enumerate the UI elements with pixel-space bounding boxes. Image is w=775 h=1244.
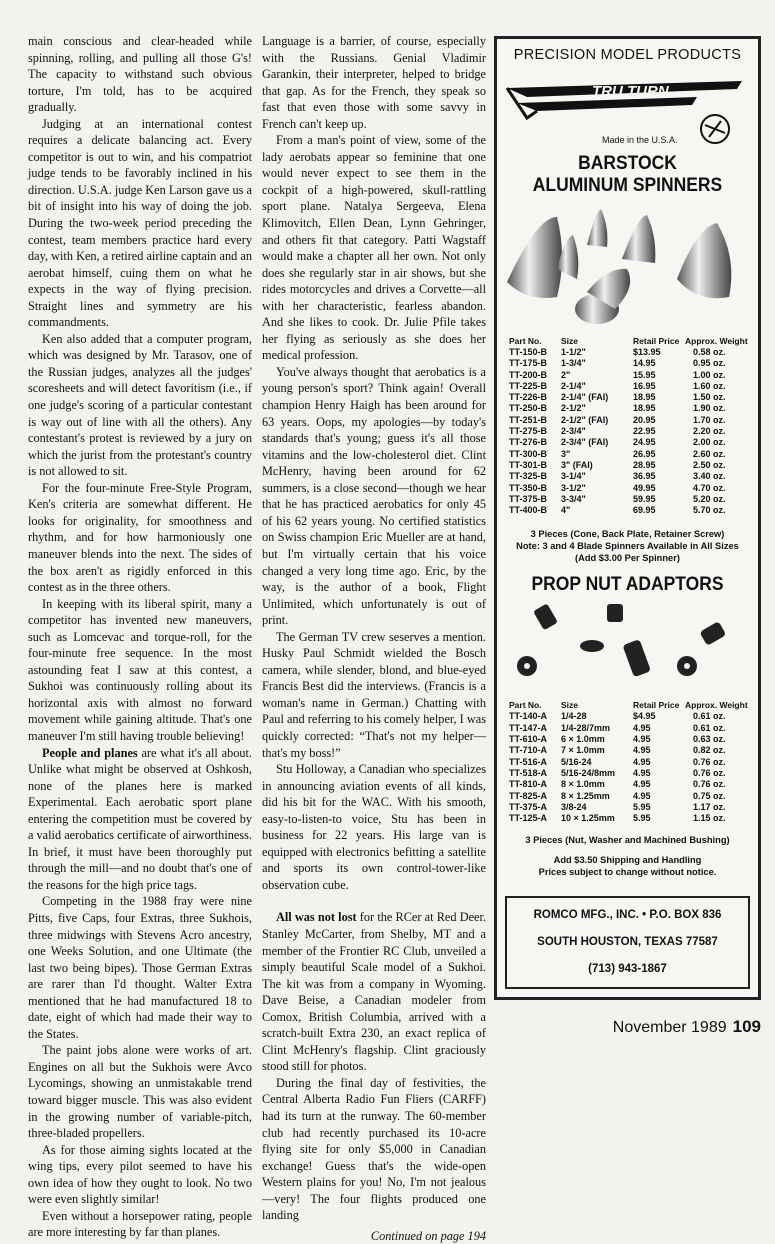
table-cell: TT-610-A [509, 734, 548, 745]
table-row [509, 791, 748, 802]
table-cell: 26.95 [633, 448, 656, 459]
table-cell: TT-300-B [509, 448, 548, 459]
table-cell: 1.90 oz. [693, 403, 726, 414]
table-cell: 1.70 oz. [693, 414, 726, 425]
table-cell: 2-1/4" (FAI) [561, 392, 609, 403]
table-row [509, 415, 748, 426]
paragraph: The German TV crew seserves a mention. Husky Paul Schmidt wielded the Bosch camera, while slender, blond, and blue-eyed Francis Best did the interviews. (Francis is a woman's name in German.) Chatting with Paul and referring to his comely helper, I was quickly corrected: “That's not my helper—that's my boss!” [262, 629, 486, 760]
table-cell: 3" [561, 448, 571, 459]
table-cell: 20.95 [633, 414, 656, 425]
table-cell: 16.95 [633, 380, 656, 391]
table-cell: 5/16-24/8mm [561, 767, 616, 778]
table-cell: 24.95 [633, 437, 656, 448]
table-cell: TT-200-B [509, 369, 548, 380]
prop-nut-title: PROP NUT ADAPTORS [531, 574, 724, 596]
table-cell: 3-3/4" [561, 493, 586, 504]
spinners-table: Part No. Size Retail Price Approx. Weight TT-150-B 1-1/2" $13.95 0.58 oz. TT-175-B 1-3/4" 14.95 0.95 oz. TT-200-B 2" 15.95 1.00 oz. TT-225-B 2-1/4" 16.95 1.60 oz. TT-226-B 2-1/4" (FAI) 18.95 1.50 oz. TT-250-B 2-1/2" 18.95 1.90 oz. TT-251-B 2-1/2" (FAI) 20.95 1.70 oz. TT-275-B 2-3/4" 22.95 2.20 oz. TT-276-B 2-3/4" (FAI) 24.95 2.00 oz. TT-300-B 3" 26.95 2.60 oz. TT-301-B 3" (FAI) 28.95 2.50 oz. TT-325-B 3-1/4" 36.95 3.40 oz. TT-350-B 3-1/2" 49.95 4.70 oz. TT-375-B 3-3/4" 59.95 5.20 oz. TT-400-B 4" 69.95 5.70 oz. [509, 336, 748, 516]
table-cell: 14.95 [633, 358, 656, 369]
paragraph: Judging at an international contest requires a delicate balancing act. Every competitor is out to win, and his compatriot judge tends to be favorably inclined in his direction. U.S.A. judge Ken Larson gave us a bit of insight into his way of doing the job. During the two-week period preceding the contest, team members practice hard every day, with Ken, a retired airline captain and an aerobat himself, cuing them on what he expects in the way of flying precision. Straight lines and symmetry are his commandments. [28, 116, 252, 330]
table-cell: TT-226-B [509, 392, 548, 403]
table-cell: TT-275-B [509, 426, 548, 437]
table-row [509, 483, 748, 494]
table-cell: 1.60 oz. [693, 380, 726, 391]
issue-date: November 1989 [612, 1019, 727, 1036]
table-cell: TT-375-B [509, 493, 548, 504]
table-cell: 2-1/2" [561, 403, 586, 414]
table-cell: 5.20 oz. [693, 493, 726, 504]
table-cell: 18.95 [633, 392, 656, 403]
table-cell: TT-301-B [509, 459, 548, 470]
svg-text:Made in the U.S.A.: Made in the U.S.A. [602, 135, 678, 145]
table-cell: 1-3/4" [561, 358, 586, 369]
paragraph-lead: People and planes [42, 745, 138, 760]
table-cell: 2-1/2" (FAI) [561, 414, 609, 425]
table-cell: 3-1/2" [561, 482, 586, 493]
page-number: 109 [732, 1017, 761, 1036]
table-cell: TT-516-A [509, 756, 548, 767]
table-cell: 2" [561, 369, 571, 380]
continued-note: Continued on page 194 [370, 1228, 486, 1243]
table-cell: 4.95 [633, 734, 651, 745]
table-cell: 8 × 1.0mm [561, 779, 605, 790]
table-cell: 1.17 oz. [693, 801, 726, 812]
article-column-2 [262, 33, 486, 1244]
paragraph: Ken also added that a computer program, which was designed by Mr. Tarasov, one of the Russian judges, analyzes all the judges' scoresheets and will detect favoritism (i.e., if one judge's scoring of a particular contestant is way out of line with all the others). Any contestant's protest is reviewed by a jury on which the jurist from the protestant's country is not allowed to sit. [28, 331, 252, 479]
advertisement-tru-turn: PRECISION MODEL PRODUCTS TRU TURN Made in the U.S.A. BARSTOCK ALUMINUM SPINNERS Part No. Size Retail Price Approx. Weight TT-150-B 1-1/2" $13.95 0.58 oz. TT-175-B 1-3/4" 14.95 0.95 oz. TT-200-B 2" 15.95 1.00 oz. TT-225-B 2-1/4" 16.95 1.60 oz. TT-226-B 2-1/4" (FAI) 18.95 1.50 oz. TT-250-B 2-1/2" 18.95 1.90 oz. TT-251-B 2-1/2" (FAI) 20.95 1.70 oz. TT-275-B 2-3/4" 22.95 2.20 oz. TT-276-B 2-3/4" (FAI) 24.95 2.00 oz. TT-300-B 3" 26.95 2.60 oz. TT-301-B 3" (FAI) 28.95 2.50 oz. TT-325-B 3-1/4" 36.95 3.40 oz. TT-350-B 3-1/2" 49.95 4.70 oz. TT-375-B 3-3/4" 59.95 5.20 oz. TT-400-B 4" 69.95 5.70 oz. 3 Pieces (Cone, Back Plate, Retainer Screw) Note: 3 and 4 Blade Spinners Available in All Sizes (Add $3.00 Per Spinner) PROP NUT ADAPTORS Part No. Size Retail Price Approx. Weight TT-140-A 1/4-28 $4.95 0.61 oz. TT-147-A 1/4-28/7mm 4.95 0.61 oz. TT-610-A 6 × 1.0mm 4.95 0.63 oz. TT-710-A 7 × 1.0mm 4.95 0.82 oz. TT-516-A 5/16-24 4.95 0.76 oz. TT-518-A 5/16-24/8mm 4.95 0.76 oz. TT-810-A 8 × 1.0mm 4.95 0.76 oz. TT-825-A 8 × 1.25mm 4.95 0.75 oz. TT-375-A 3/8-24 5.95 1.17 oz. TT-125-A 10 × 1.25mm 5.95 1.15 oz. 3 Pieces (Nut, Washer and Machined Bushing) Add $3.50 Shipping and Handling Prices subject to change without notice. ROMCO MFG., INC. • P.O. BOX 836 SOUTH HOUSTON, TEXAS 77587 (713) 943-1867 [494, 36, 761, 1000]
table-cell: TT-150-B [509, 347, 548, 357]
table-row [509, 723, 748, 734]
table-cell: 4" [561, 505, 571, 516]
spinners-title: BARSTOCK ALUMINUM SPINNERS [532, 153, 723, 196]
table-cell: 1/4-28/7mm [561, 722, 611, 733]
table-cell: 4.95 [633, 790, 651, 801]
table-cell: TT-225-B [509, 380, 548, 391]
table-cell: 5.70 oz. [693, 505, 726, 516]
table-row [509, 460, 748, 471]
table-cell: 0.76 oz. [693, 779, 726, 790]
paragraph: In keeping with its liberal spirit, many a competitor has invented new maneuvers, such as Lomcevac and torque-roll, for the four-minute free sequence. In the most astounding feat I saw at this contest, a Sukhoi was continuously rolling about its horizontal axis with almost no forward movement while gaining altitude. That's one maneuver I'm still having trouble believing! [28, 596, 252, 743]
logo-graphic [497, 63, 757, 153]
table-cell: 4.95 [633, 745, 651, 756]
table-cell: 8 × 1.25mm [561, 790, 610, 801]
paragraph-lead: All was not lost [276, 910, 357, 925]
paragraph: Even without a horsepower rating, people are more interesting by far than planes. [28, 1208, 252, 1240]
table-row [509, 471, 748, 482]
paragraph: As for those aiming sights located at the wing tips, every pilot seemed to have his own idea of how they ought to look. No two were even slightly similar! [28, 1142, 252, 1207]
table-cell: 4.95 [633, 722, 651, 733]
table-cell: 0.61 oz. [693, 711, 726, 722]
table-cell: 4.70 oz. [693, 482, 726, 493]
paragraph: All was not lost for the RCer at Red Deer. Stanley McCarter, from Shelby, MT and a member of the Frontier RC Club, unveiled a simply beautiful Scale model of a Sukhoi. The kit was from a company in Wyoming. Dave Beise, a Canadian modeler from Comox, British Columbia, arrived with a scratch-built Extra 230, an exact replica of Clint McHenry's flagship. Clint graciously stood still for photos. [262, 910, 486, 1074]
table-row [509, 779, 748, 790]
table-cell: 2-1/4" [561, 380, 586, 391]
article-column-1 [28, 33, 252, 1241]
table-cell: 28.95 [633, 459, 656, 470]
table-row [509, 437, 748, 448]
paragraph: Stu Holloway, a Canadian who specializes in announcing aviation events of all kinds, did his bit for the WAC. With his smooth, easy-to-listen-to voice, Stu has been in business for 22 years. His large van is equipped with electronics befitting a satellite and sports its own control-tower-like observation cube. [262, 762, 486, 892]
table-cell: 4.95 [633, 779, 651, 790]
table-cell: 5.95 [633, 801, 651, 812]
table-cell: TT-825-A [509, 790, 548, 801]
paragraph: main conscious and clear-headed while spinning, rolling, and pulling all those G's! The capacity to withstand such obvious torture, I'm told, has to be acquired gradually. [28, 34, 252, 115]
table-cell: 5/16-24 [561, 756, 592, 767]
table-cell: 1.50 oz. [693, 392, 726, 403]
paragraph: During the final day of festivities, the Central Alberta Radio Fun Fliers (CARFF) had its turn at the runway. The 60-member club had recently purchased its 10-acre flying site for only $5,000 in Canadian exchange! Guess that's the wide-open Western plains for you! No, I'm not jealous—very! The four flights produced one landing [262, 1075, 486, 1223]
table-row [509, 392, 748, 403]
table-cell: TT-325-B [509, 471, 548, 482]
table-row [509, 813, 748, 824]
table-cell: TT-400-B [509, 505, 548, 516]
table-cell: 59.95 [633, 493, 656, 504]
table-cell: 69.95 [633, 505, 656, 516]
table-cell: 0.61 oz. [693, 722, 726, 733]
table-cell: TT-350-B [509, 482, 548, 493]
table-cell: 2.20 oz. [693, 426, 726, 437]
table-cell: 1/4-28 [561, 711, 587, 722]
table-row [509, 768, 748, 779]
table-row [509, 370, 748, 381]
prop-nuts-photo [497, 596, 757, 696]
table-cell: 3" (FAI) [561, 459, 593, 470]
paragraph: Competing in the 1988 fray were nine Pitts, five Caps, four Extras, three Sukhois, three midwings with Stevens Acro ancestry, one Weeks Solution, and one Ultimate (the last two being bipes). Those German Extras are rarer than I'd thought. Walter Extra mentioned that he had manufactured 18 to date, eight of which had made their way to the States. [28, 894, 252, 1041]
table-row [509, 358, 748, 369]
table-cell: TT-518-A [509, 767, 548, 778]
logo-text: TRU TURN [592, 83, 669, 100]
table-cell: 3-1/4" [561, 471, 586, 482]
table-cell: $13.95 [633, 347, 661, 357]
table-cell: 1.00 oz. [693, 369, 726, 380]
table-cell: 10 × 1.25mm [561, 813, 615, 824]
spinners-photo [497, 197, 757, 332]
table-cell: 0.75 oz. [693, 790, 726, 801]
table-cell: 0.95 oz. [693, 358, 726, 369]
table-cell: 0.76 oz. [693, 756, 726, 767]
table-cell: TT-710-A [509, 745, 548, 756]
table-cell: 0.63 oz. [693, 734, 726, 745]
table-cell: TT-375-A [509, 801, 548, 812]
table-cell: 36.95 [633, 471, 656, 482]
table-row [509, 426, 748, 437]
table-row [509, 757, 748, 768]
table-cell: 15.95 [633, 369, 656, 380]
table-cell: 7 × 1.0mm [561, 745, 605, 756]
table-cell: TT-251-B [509, 414, 548, 425]
table-row [509, 734, 748, 745]
table-row [509, 403, 748, 414]
table-cell: 3/8-24 [561, 801, 587, 812]
table-cell: 1-1/2" [561, 347, 586, 357]
table-cell: TT-175-B [509, 358, 548, 369]
paragraph: Language is a barrier, of course, especially with the Russians. Genial Vladimir Garankin, their interpreter, helped to bridge that gap. As for the French, they speak so fast that even those with some savvy in French can't keep up. [262, 34, 486, 131]
table-cell: 22.95 [633, 426, 656, 437]
table-cell: $4.95 [633, 711, 656, 722]
paragraph: People and planes are what it's all about. Unlike what might be observed at Oshkosh, none of the planes here is marked Experimental. Each aerobatic sport plane entering the competition must be covered by a valid aerobatics certificate of airworthiness. In brief, it must have been thoroughly put through the mill—and no doubt that's one of the reasons for the high price tags. [28, 745, 253, 892]
table-row [509, 505, 748, 516]
table-cell: 3.40 oz. [693, 471, 726, 482]
table-cell: 49.95 [633, 482, 656, 493]
company-address: ROMCO MFG., INC. • P.O. BOX 836 SOUTH HOUSTON, TEXAS 77587 (713) 943-1867 [505, 896, 750, 989]
table-cell: TT-147-A [509, 722, 548, 733]
table-cell: 4.95 [633, 767, 651, 778]
table-cell: 6 × 1.0mm [561, 734, 605, 745]
table-row [509, 711, 748, 722]
prop-nuts-table: Part No. Size Retail Price Approx. Weight TT-140-A 1/4-28 $4.95 0.61 oz. TT-147-A 1/4-28/7mm 4.95 0.61 oz. TT-610-A 6 × 1.0mm 4.95 0.63 oz. TT-710-A 7 × 1.0mm 4.95 0.82 oz. TT-516-A 5/16-24 4.95 0.76 oz. TT-518-A 5/16-24/8mm 4.95 0.76 oz. TT-810-A 8 × 1.0mm 4.95 0.76 oz. TT-825-A 8 × 1.25mm 4.95 0.75 oz. TT-375-A 3/8-24 5.95 1.17 oz. TT-125-A 10 × 1.25mm 5.95 1.15 oz. [509, 700, 748, 824]
table-cell: 4.95 [633, 756, 651, 767]
table-cell: 2-3/4" (FAI) [561, 437, 609, 448]
table-cell: 2.50 oz. [693, 459, 726, 470]
page-footer [613, 1017, 761, 1037]
table-cell: TT-276-B [509, 437, 548, 448]
table-row [509, 494, 748, 505]
table-cell: 0.58 oz. [693, 347, 726, 357]
table-cell: TT-250-B [509, 403, 548, 414]
tru-turn-logo [497, 63, 758, 153]
table-cell: 0.76 oz. [693, 767, 726, 778]
table-cell: 2.60 oz. [693, 448, 726, 459]
table-cell: TT-125-A [509, 813, 548, 824]
paragraph: The paint jobs alone were works of art. Engines on all but the Sukhois were Avco Lycomings, showing an unmistakable trend toward bigger muscle. This was also evident in the growing number of variable-pitch, three-bladed propellers. [28, 1043, 252, 1141]
table-cell: 2-3/4" [561, 426, 586, 437]
paragraph: You've always thought that aerobatics is a young person's sport? Think again! Overall champion Henry Haigh has been around for 63 years. Oops, my apologies—by today's standards that's young; guess it's all those vitamins and the low-cholesterol diet. Clint McHenry, having been around for 62 summers, is a close second—though we hear that he has practiced aerobatics for only 45 of his 62 years young. No certified statistics on Swiss champion Eric Mueller are at hand, but I'm virtually certain that his voice changed a very long time ago. Eric, by the way, is the author of a book, Flight Unlimited, which unfortunately is out of print. [262, 364, 486, 628]
table-row [509, 381, 748, 392]
paragraph: From a man's point of view, some of the lady aerobats appear so feminine that one would never expect to see them in the cockpit of a high-powered, skull-rattling sport plane. Natalya Sergeeva, Elena Klimovitch, Ellen Dean, Lynn Gehringer, and others fit that category. Patti Wagstaff would make a chapter all her own. Not only does she regularly star in air shows, but she rides motorcycles and drives a Corvette—all with her characteristic, fearless abandon. And she likes to cook. Dr. Julie Pfile takes her flying as seriously as she does her medical profession. [262, 133, 486, 363]
table-row [509, 745, 748, 756]
table-cell: 0.82 oz. [693, 745, 726, 756]
table-cell: 2.00 oz. [693, 437, 726, 448]
table-cell: TT-810-A [509, 779, 548, 790]
table-cell: 5.95 [633, 813, 651, 824]
table-row [509, 802, 748, 813]
table-row [509, 449, 748, 460]
table-cell: TT-140-A [509, 711, 548, 722]
paragraph: For the four-minute Free-Style Program, Ken's criteria are somewhat different. He looks for originality, for smoothness and rhythm, and for how harmoniously one maneuver blends into the next. The sides of the box aren't as rigidly enforced in this contest as in the three others. [28, 480, 252, 595]
table-row [509, 347, 748, 358]
ad-header: PRECISION MODEL PRODUCTS [513, 47, 742, 63]
table-cell: 18.95 [633, 403, 656, 414]
table-cell: 1.15 oz. [693, 813, 726, 824]
